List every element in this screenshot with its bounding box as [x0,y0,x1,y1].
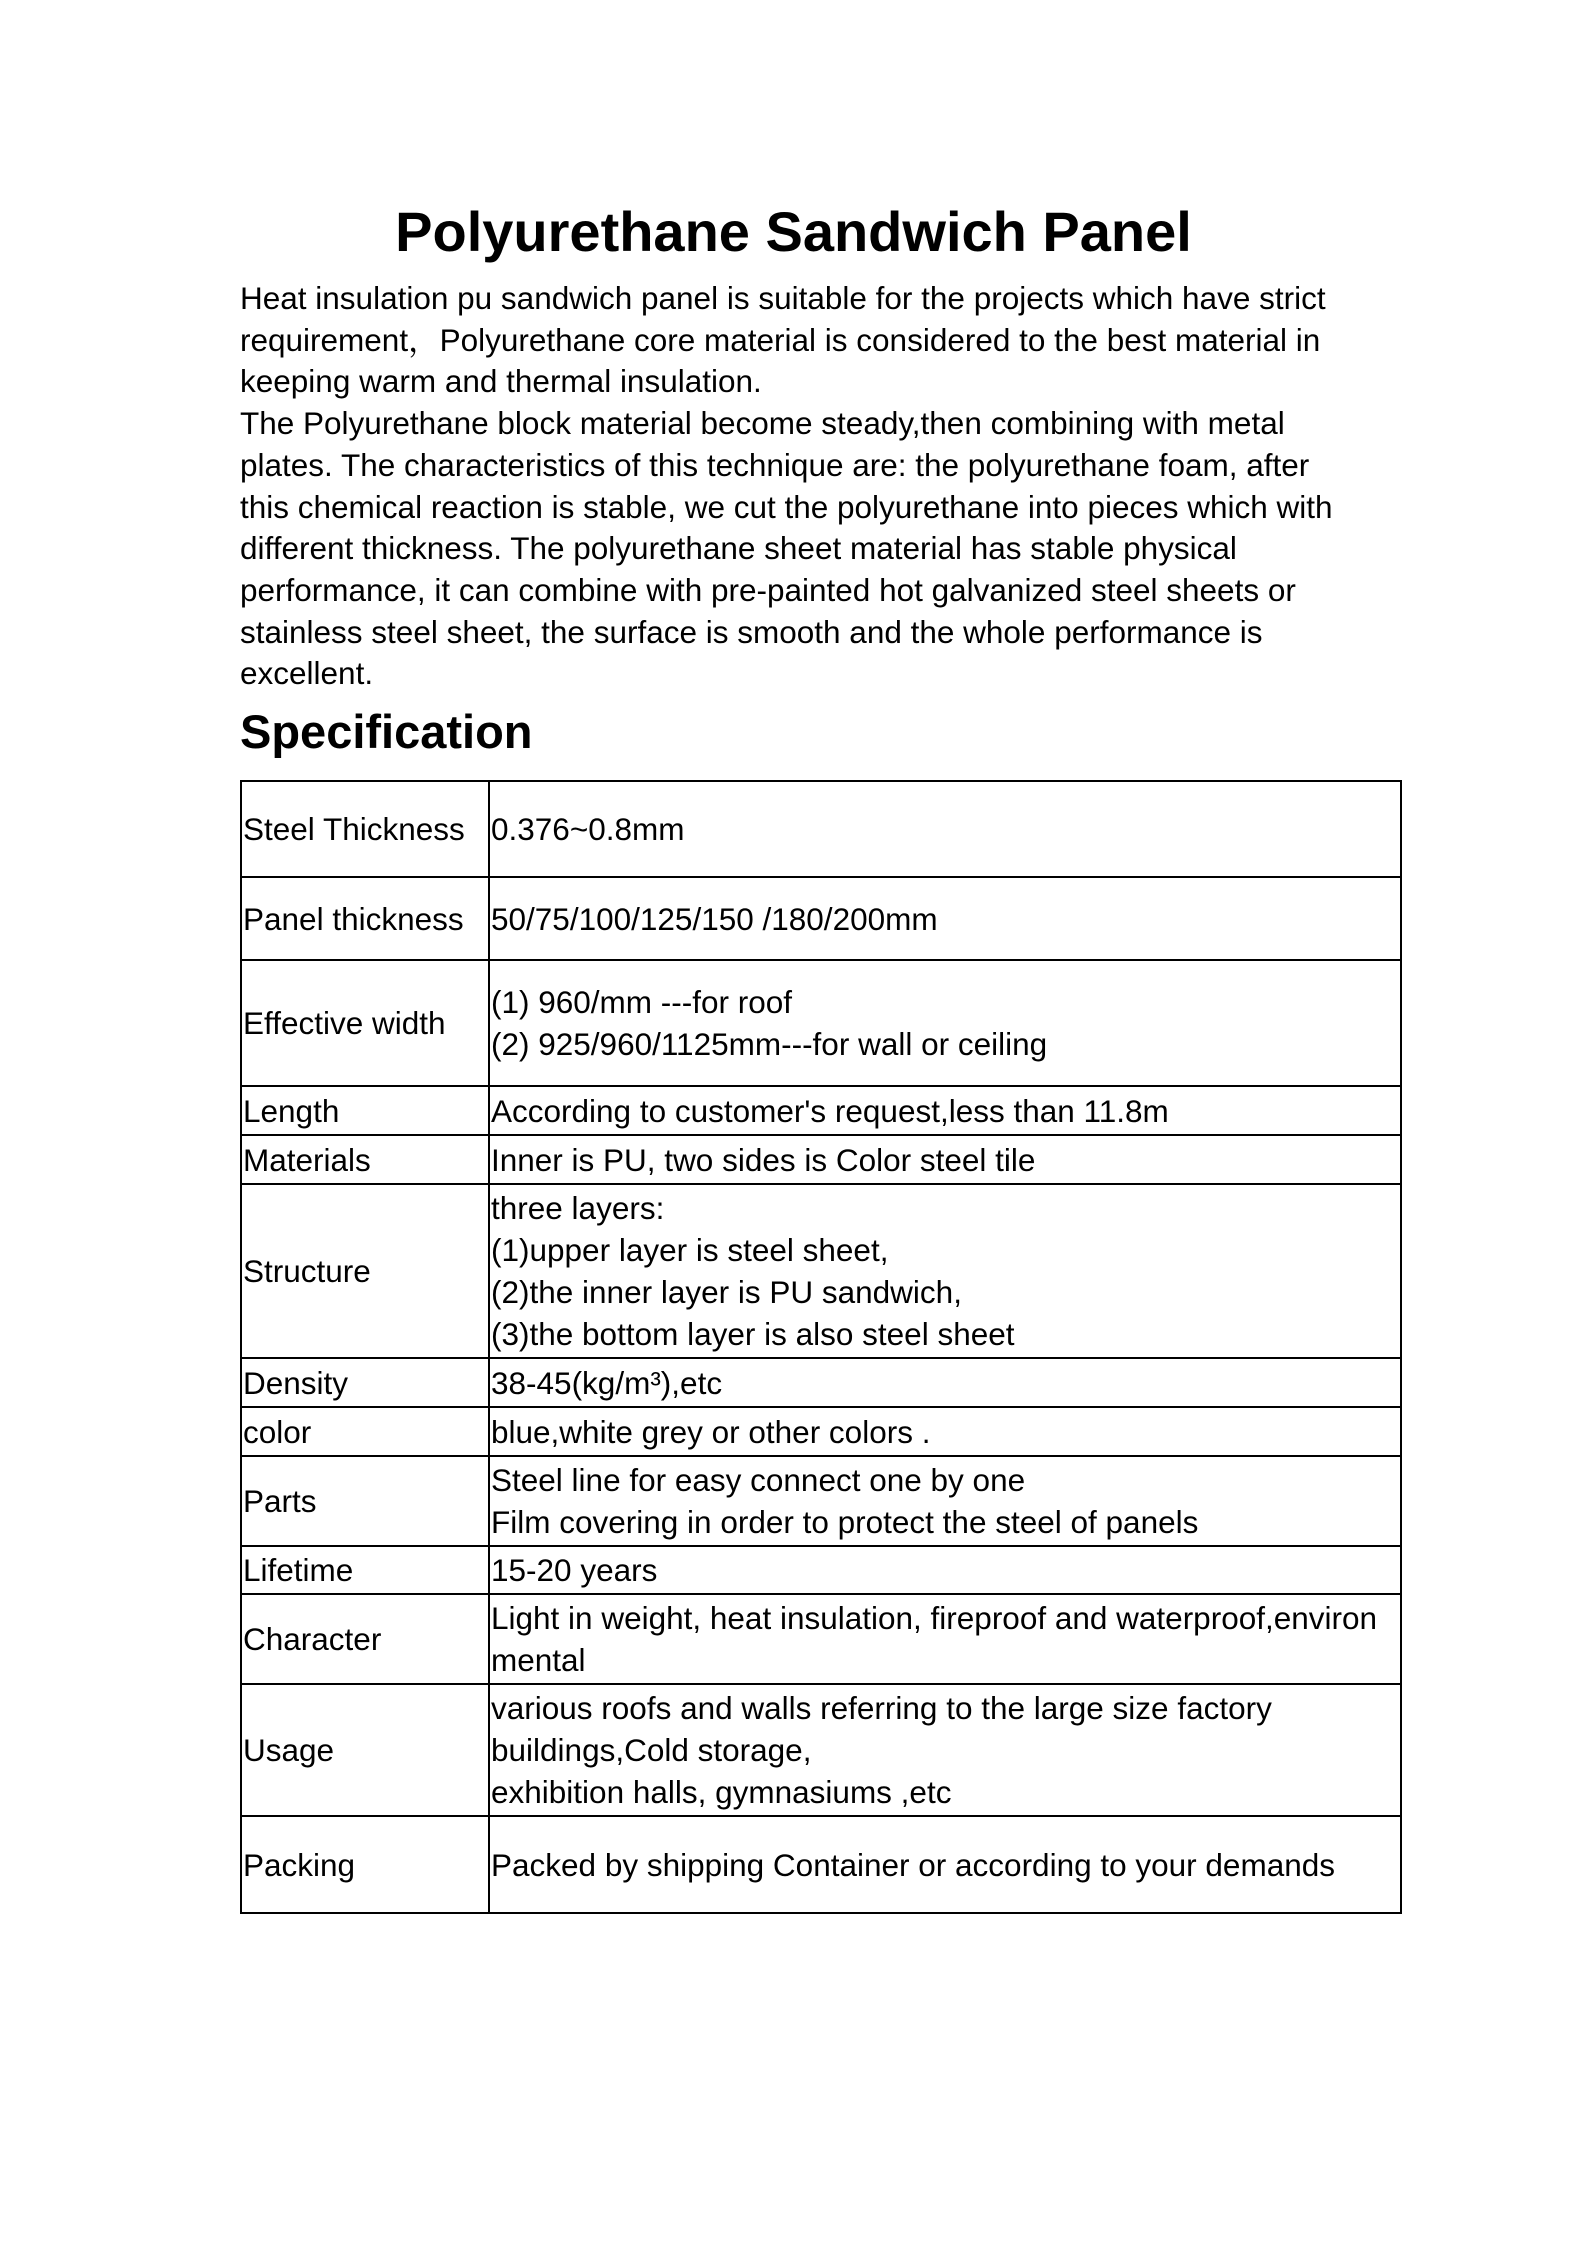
table-row [241,1546,1401,1594]
page-title: Polyurethane Sandwich Panel [395,200,1192,263]
table-row [241,1135,1401,1184]
spec-label: Length [241,1086,489,1135]
intro-paragraph: The Polyurethane block material become steady,then combining with metal plates. The characteristics of this technique are: the polyurethane foam, after this chemical reaction is stable, we cut the polyurethane into pieces which with different thickness. The polyurethane sheet material has stable physical performance, it can combine with pre-painted hot galvanized steel sheets or stainless steel sheet, the surface is smooth and the whole performance is excellent. [240,405,1333,692]
spec-value: various roofs and walls referring to the large size factory buildings,Cold storage, exhibition halls, gymnasiums ,etc [489,1684,1401,1816]
spec-label: Structure [241,1184,489,1358]
table-row [241,1456,1401,1546]
spec-value: Steel line for easy connect one by one Film covering in order to protect the steel of panels [489,1456,1401,1546]
spec-label: color [241,1407,489,1456]
table-row [241,1358,1401,1407]
intro-paragraph: Heat insulation pu sandwich panel is suitable for the projects which have strict requirement，Polyurethane core material is considered to the best material in keeping warm and thermal insulation. [240,280,1326,400]
specification-heading: Specification [240,705,533,758]
table-row [241,1816,1401,1913]
spec-value: Packed by shipping Container or according to your demands [489,1816,1401,1913]
table-row [241,1407,1401,1456]
table-row [241,877,1401,960]
spec-value: Light in weight, heat insulation, fireproof and waterproof,environ mental [489,1594,1401,1684]
spec-label: Parts [241,1456,489,1546]
specification-table [240,780,1402,1914]
spec-label: Character [241,1594,489,1684]
table-row [241,1184,1401,1358]
spec-label: Steel Thickness [241,781,489,877]
table-row [241,781,1401,877]
table-row [241,1594,1401,1684]
table-row [241,1086,1401,1135]
spec-label: Packing [241,1816,489,1913]
spec-label: Usage [241,1684,489,1816]
spec-value: (1) 960/mm ---for roof (2) 925/960/1125mm---for wall or ceiling [489,960,1401,1086]
table-row [241,960,1401,1086]
spec-label: Lifetime [241,1546,489,1594]
intro-text [240,278,1370,695]
spec-value: blue,white grey or other colors . [489,1407,1401,1456]
spec-value: According to customer's request,less than 11.8m [489,1086,1401,1135]
spec-value: 38-45(kg/m³),etc [489,1358,1401,1407]
spec-value: Inner is PU, two sides is Color steel tile [489,1135,1401,1184]
spec-label: Density [241,1358,489,1407]
table-row [241,1684,1401,1816]
spec-label: Effective width [241,960,489,1086]
spec-label: Panel thickness [241,877,489,960]
spec-value: 0.376~0.8mm [489,781,1401,877]
spec-value: 15-20 years [489,1546,1401,1594]
spec-value: 50/75/100/125/150 /180/200mm [489,877,1401,960]
spec-value: three layers: (1)upper layer is steel sheet, (2)the inner layer is PU sandwich, (3)the bottom layer is also steel sheet [489,1184,1401,1358]
spec-label: Materials [241,1135,489,1184]
